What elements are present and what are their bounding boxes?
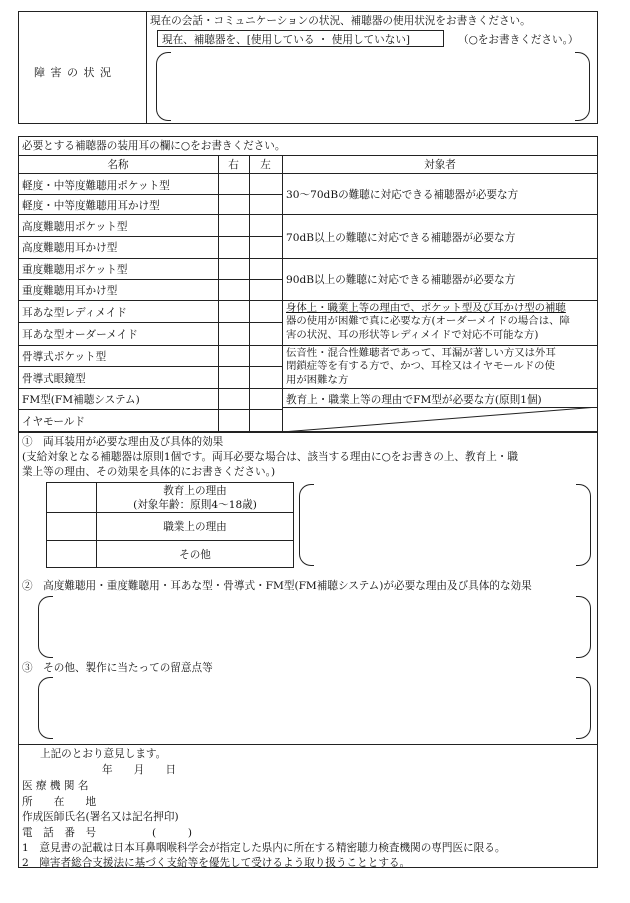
target-diagonal bbox=[282, 407, 598, 432]
device-name: 高度難聴用ポケット型 bbox=[22, 221, 128, 233]
hearing-aid-usage-text: 現在、補聴器を、[使用している ・ 使用していない] bbox=[162, 34, 411, 46]
rule bbox=[18, 214, 598, 215]
target-text bbox=[286, 347, 556, 387]
rule bbox=[18, 236, 282, 237]
device-name: 骨導式ポケット型 bbox=[22, 351, 107, 363]
rule bbox=[18, 173, 598, 174]
device-name: 耳あな型オーダーメイド bbox=[22, 329, 138, 341]
target-text-line: 閉鎖症等を有する方で、かつ、耳栓又はイヤモールドの使 bbox=[286, 360, 555, 373]
header-left: 左 bbox=[260, 159, 271, 171]
target-text-line: 器の使用が困難で真に必要な方(オーダーメイドの場合は、障 bbox=[286, 315, 570, 328]
section1-input-left-bracket[interactable] bbox=[299, 484, 314, 566]
reason-other-check[interactable] bbox=[47, 541, 95, 567]
target-text-line: 害の状況、耳の形状等レディメイドで対応不可能な方) bbox=[286, 328, 539, 341]
note-1: 1 意見書の記載は日本耳鼻咽喉科学会が指定した県内に所在する精密聴力検査機関の専門医に限る。 bbox=[22, 842, 506, 854]
section3-input-left-bracket[interactable] bbox=[38, 677, 53, 739]
rule bbox=[18, 366, 282, 367]
address-label: 所 在 地 bbox=[22, 796, 97, 808]
reason-education-age: (対象年齢：原則4～18歳) bbox=[133, 499, 257, 511]
note-2: 2 障害者総合支援法に基づく支給等を優先して受けるよう取り扱うこととする。 bbox=[22, 857, 411, 869]
device-name: イヤモールド bbox=[22, 416, 85, 428]
device-name: 重度難聴用耳かけ型 bbox=[22, 285, 118, 297]
rule bbox=[18, 194, 282, 195]
col-divider bbox=[218, 155, 219, 432]
phone-area-code-field[interactable]: ( ) bbox=[152, 827, 193, 839]
reason-occupation: 職業上の理由 bbox=[163, 521, 227, 533]
situation-divider bbox=[146, 11, 147, 124]
right-ear-cell[interactable] bbox=[219, 174, 249, 194]
target-text-line: 身体上・職業上等の理由で、ポケット型及び耳かけ型の補聴 bbox=[286, 302, 566, 314]
section1-note-line2: 業上等の理由、その効果を具体的にお書きください。) bbox=[22, 466, 276, 478]
target-text bbox=[286, 302, 570, 342]
section1-note-line1: (支給対象となる補聴器は原則1個です。両耳必要な場合は、該当する理由に○をお書きの上、教育上・職 bbox=[22, 451, 518, 463]
header-target: 対象者 bbox=[424, 159, 456, 171]
reason-other: その他 bbox=[179, 549, 211, 561]
target-text: 30～70dBの難聴に対応できる補聴器が必要な方 bbox=[286, 189, 519, 201]
reason-occupation-check[interactable] bbox=[47, 513, 95, 539]
rule bbox=[18, 388, 598, 389]
section1-input-right-bracket[interactable] bbox=[576, 484, 591, 566]
device-name: FM型(FM補聴システム) bbox=[22, 394, 140, 406]
rule bbox=[18, 744, 598, 745]
left-ear-cell[interactable] bbox=[250, 174, 282, 194]
device-name: 耳あな型レディメイド bbox=[22, 307, 127, 319]
situation-line1: 現在の会話・コミュニケーションの状況、補聴器の使用状況をお書きください。 bbox=[150, 15, 531, 27]
section3-input-right-bracket[interactable] bbox=[576, 677, 591, 739]
section2-input-right-bracket[interactable] bbox=[576, 596, 591, 658]
reason-education: 教育上の理由 bbox=[163, 485, 227, 497]
device-name: 軽度・中等度難聴用耳かけ型 bbox=[22, 200, 160, 212]
device-name: 高度難聴用耳かけ型 bbox=[22, 242, 118, 254]
rule bbox=[18, 258, 598, 259]
rule bbox=[18, 409, 282, 410]
rule bbox=[18, 322, 282, 323]
phone-label: 電 話 番 号 bbox=[22, 827, 97, 839]
device-table-intro: 必要とする補聴器の装用耳の欄に○をお書きください。 bbox=[22, 140, 286, 152]
statement-text: 上記のとおり意見します。 bbox=[40, 748, 167, 760]
header-right: 右 bbox=[228, 159, 239, 171]
rule bbox=[18, 300, 598, 301]
section2-heading: ② 高度難聴用・重度難聴用・耳あな型・骨導式・FM型(FM補聴システム)が必要な理由及び具体的な効果 bbox=[22, 580, 532, 592]
col-divider bbox=[249, 155, 250, 432]
target-text-line: 用が困難な方 bbox=[286, 373, 349, 386]
target-text: 教育上・職業上等の理由でFM型が必要な方(原則1個) bbox=[286, 394, 542, 406]
reason-education-check[interactable] bbox=[47, 483, 95, 511]
situation-input-right-bracket[interactable] bbox=[575, 52, 590, 121]
situation-input-left-bracket[interactable] bbox=[156, 52, 171, 121]
rule bbox=[18, 345, 598, 346]
hearing-aid-usage-note: （○をお書きください。） bbox=[458, 34, 579, 46]
target-text: 90dB以上の難聴に対応できる補聴器が必要な方 bbox=[286, 274, 516, 286]
device-name: 軽度・中等度難聴用ポケット型 bbox=[22, 180, 170, 192]
target-text-line: 伝音性・混合性難聴者であって、耳漏が著しい方又は外耳 bbox=[286, 347, 556, 359]
device-name: 重度難聴用ポケット型 bbox=[22, 264, 128, 276]
institution-label: 医 療 機 関 名 bbox=[22, 780, 89, 792]
rule bbox=[18, 155, 598, 156]
target-text: 70dB以上の難聴に対応できる補聴器が必要な方 bbox=[286, 232, 516, 244]
section1-heading: ① 両耳装用が必要な理由及び具体的効果 bbox=[22, 436, 224, 448]
section2-input-left-bracket[interactable] bbox=[38, 596, 53, 658]
col-divider bbox=[282, 155, 283, 432]
device-name: 骨導式眼鏡型 bbox=[22, 373, 86, 385]
rule bbox=[18, 279, 282, 280]
section3-heading: ③ その他、製作に当たっての留意点等 bbox=[22, 662, 213, 674]
doctor-name-label: 作成医師氏名(署名又は記名押印) bbox=[22, 811, 179, 823]
situation-heading: 障 害 の 状 況 bbox=[34, 66, 112, 79]
header-name: 名称 bbox=[107, 159, 129, 171]
date-field[interactable]: 年 月 日 bbox=[102, 764, 177, 776]
